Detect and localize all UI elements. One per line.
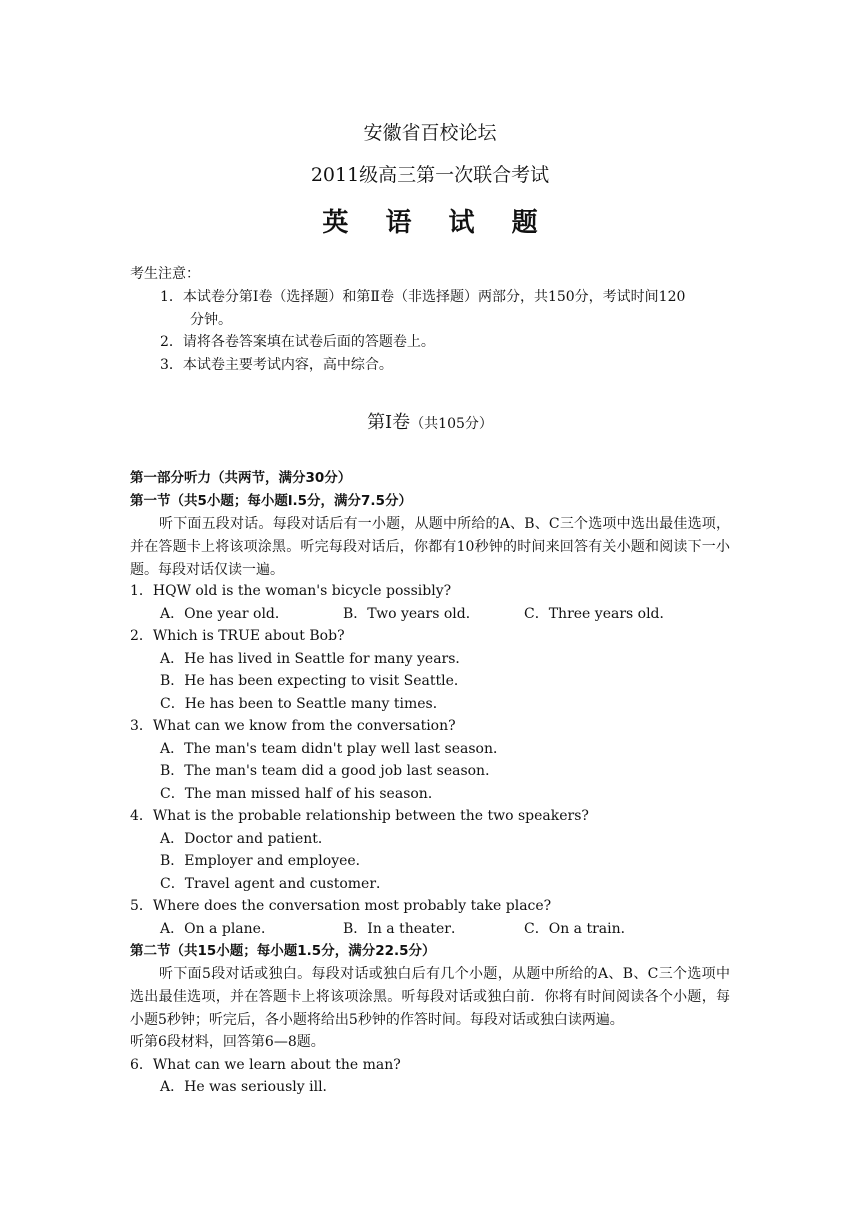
question-6: 6．What can we learn about the man? bbox=[130, 1057, 401, 1073]
q1-option-b: B．Two years old． bbox=[343, 606, 480, 622]
question-2: 2．Which is TRUE about Bob? bbox=[130, 628, 345, 644]
subject-title: 英 语 试 题 bbox=[322, 208, 552, 238]
notice-item-1-cont: 分钟。 bbox=[190, 312, 232, 328]
question-5: 5．Where does the conversation most probably take place? bbox=[130, 898, 552, 914]
q2-option-b: B．He has been expecting to visit Seattle． bbox=[160, 673, 468, 689]
volume-title: 第Ⅰ卷 bbox=[367, 412, 411, 433]
q1-option-c: C．Three years old． bbox=[524, 606, 674, 622]
q1-option-a: A．One year old． bbox=[160, 606, 289, 622]
q6-option-a: A．He was seriously ill． bbox=[160, 1079, 337, 1095]
section1-heading: 第一节（共5小题；每小题l.5分，满分7.5分） bbox=[130, 493, 412, 509]
notice-item-1: 1．本试卷分第Ⅰ卷（选择题）和第Ⅱ卷（非选择题）两部分，共150分，考试时间120 bbox=[160, 289, 686, 305]
q4-option-c: C．Travel agent and customer． bbox=[160, 876, 391, 892]
exam-title: 2011级高三第一次联合考试 bbox=[310, 164, 550, 186]
q3-option-a: A．The man's team didn't play well last season． bbox=[160, 741, 507, 757]
section2-note: 听第6段材料，回答第6—8题。 bbox=[130, 1034, 325, 1050]
section2-heading: 第二节（共15小题；每小题1.5分，满分22.5分） bbox=[130, 943, 436, 959]
volume-heading bbox=[0, 408, 860, 434]
part1-heading: 第一部分听力（共两节，满分30分） bbox=[130, 470, 352, 486]
q5-option-c: C．On a train． bbox=[524, 921, 635, 937]
notice-item-2: 2．请将各卷答案填在试卷后面的答题卷上。 bbox=[160, 334, 435, 350]
q5-option-a: A．On a plane． bbox=[160, 921, 275, 937]
q3-option-b: B．The man's team did a good job last season． bbox=[160, 763, 500, 779]
q2-option-a: A．He has lived in Seattle for many years． bbox=[160, 651, 470, 667]
q3-option-c: C．The man missed half of his season． bbox=[160, 786, 442, 802]
volume-score: （共105分） bbox=[410, 416, 493, 432]
question-3: 3．What can we know from the conversation? bbox=[130, 718, 456, 734]
q4-option-b: B．Employer and employee． bbox=[160, 853, 370, 869]
q2-option-c: C．He has been to Seattle many times． bbox=[160, 696, 447, 712]
section1-instructions: 听下面五段对话。每段对话后有一小题，从题中所给的A、B、C三个选项中选出最佳选项，并在答题卡上将该项涂黑。听完每段对话后，你都有10秒钟的时间来回答有关小题和阅读下一小题。每段对话仅读一遍。 bbox=[130, 516, 730, 578]
q4-option-a: A．Doctor and patient． bbox=[160, 831, 332, 847]
q5-option-b: B．In a theater． bbox=[343, 921, 465, 937]
question-1: 1．HQW old is the woman's bicycle possibly? bbox=[130, 583, 452, 599]
forum-title: 安徽省百校论坛 bbox=[363, 122, 497, 144]
question-4: 4．What is the probable relationship between the two speakers? bbox=[130, 808, 589, 824]
notice-label: 考生注意： bbox=[130, 266, 200, 282]
notice-item-3: 3．本试卷主要考试内容，高中综合。 bbox=[160, 357, 393, 373]
section2-instructions: 听下面5段对话或独白。每段对话或独白后有几个小题，从题中所给的A、B、C三个选项中选出最佳选项，并在答题卡上将该项涂黑。听每段对话或独白前．你将有时间阅读各个小题，每小题5秒钟；听完后，各小题将给出5秒钟的作答时间。每段对话或独白读两遍。 bbox=[130, 966, 730, 1028]
